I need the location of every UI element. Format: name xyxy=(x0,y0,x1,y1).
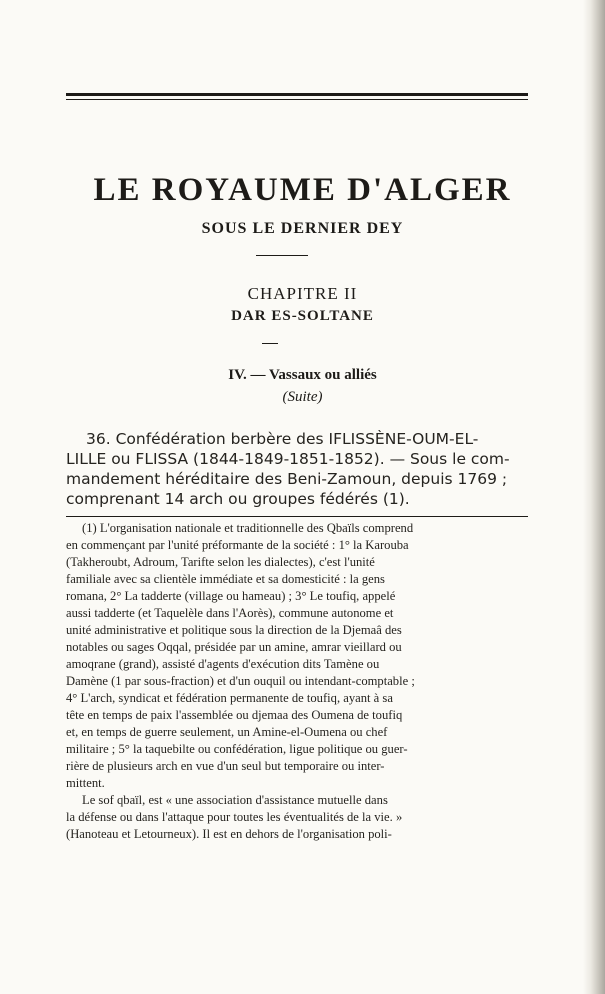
body-line: LILLE ou FLISSA (1844-1849-1851-1852). — Sous le com- xyxy=(66,450,510,468)
chapter-title: DAR ES-SOLTANE xyxy=(231,308,374,324)
footnote-rule xyxy=(66,516,528,517)
footnote-line: et, en temps de guerre seulement, un Amine-el-Oumena ou chef xyxy=(66,725,388,739)
footnote-line: (Hanoteau et Letourneux). Il est en dehors de l'organisation poli- xyxy=(66,827,392,841)
body-line: 36. Confédération berbère des IFLISSÈNE-OUM-EL- xyxy=(86,430,479,448)
section-heading: IV. — Vassaux ou alliés xyxy=(228,367,377,383)
book-title: LE ROYAUME D'ALGER xyxy=(93,172,512,208)
footnote-line: (1) L'organisation nationale et traditionnelle des Qbaïls comprend xyxy=(82,521,414,535)
footnote-line: Damène (1 par sous-fraction) et d'un ouquil ou intendant-comptable ; xyxy=(66,674,415,688)
footnote-line: familiale avec sa clientèle immédiate et sa domesticité : la gens xyxy=(66,572,385,586)
chapter-divider xyxy=(262,343,278,344)
header-double-rule-thin xyxy=(66,99,528,100)
page-edge-shadow xyxy=(583,0,605,994)
footnote-line: rière de plusieurs arch en vue d'un seul but temporaire ou inter- xyxy=(66,759,385,773)
footnote-line: amoqrane (grand), assisté d'agents d'exécution dits Tamène ou xyxy=(66,657,380,671)
footnote-line: en commençant par l'unité préformante de la société : 1° la Karouba xyxy=(66,538,409,552)
footnote-line: Le sof qbaïl, est « une association d'assistance mutuelle dans xyxy=(82,793,388,807)
footnote-line: la défense ou dans l'attaque pour toutes les éventualités de la vie. » xyxy=(66,810,403,824)
title-divider xyxy=(256,255,308,256)
body-line: comprenant 14 arch ou groupes fédérés (1). xyxy=(66,490,410,508)
section-suite: (Suite) xyxy=(282,389,323,405)
footnote-line: 4° L'arch, syndicat et fédération permanente de toufiq, ayant à sa xyxy=(66,691,393,705)
footnote-line: mittent. xyxy=(66,776,105,790)
footnote-line: romana, 2° La tadderte (village ou hameau) ; 3° Le toufiq, appelé xyxy=(66,589,396,603)
footnote-line: unité administrative et politique sous la direction de la Djemaâ des xyxy=(66,623,402,637)
body-line: mandement héréditaire des Beni-Zamoun, depuis 1769 ; xyxy=(66,470,508,488)
book-subtitle: SOUS LE DERNIER DEY xyxy=(201,220,404,237)
footnote-line: aussi tadderte (et Taquelèle dans l'Aorès), commune autonome et xyxy=(66,606,394,620)
header-double-rule-thick xyxy=(66,93,528,96)
footnote-line: tête en temps de paix l'assemblée ou djemaa des Oumena de toufiq xyxy=(66,708,403,722)
chapter-heading: CHAPITRE II xyxy=(247,284,358,303)
footnote-line: militaire ; 5° la taquebilte ou confédération, ligue politique ou guer- xyxy=(66,742,408,756)
footnote-line: (Takheroubt, Adroum, Tarifte selon les dialectes), c'est l'unité xyxy=(66,555,375,569)
footnote-line: notables ou sages Oqqal, présidée par un amine, amrar vieillard ou xyxy=(66,640,402,654)
